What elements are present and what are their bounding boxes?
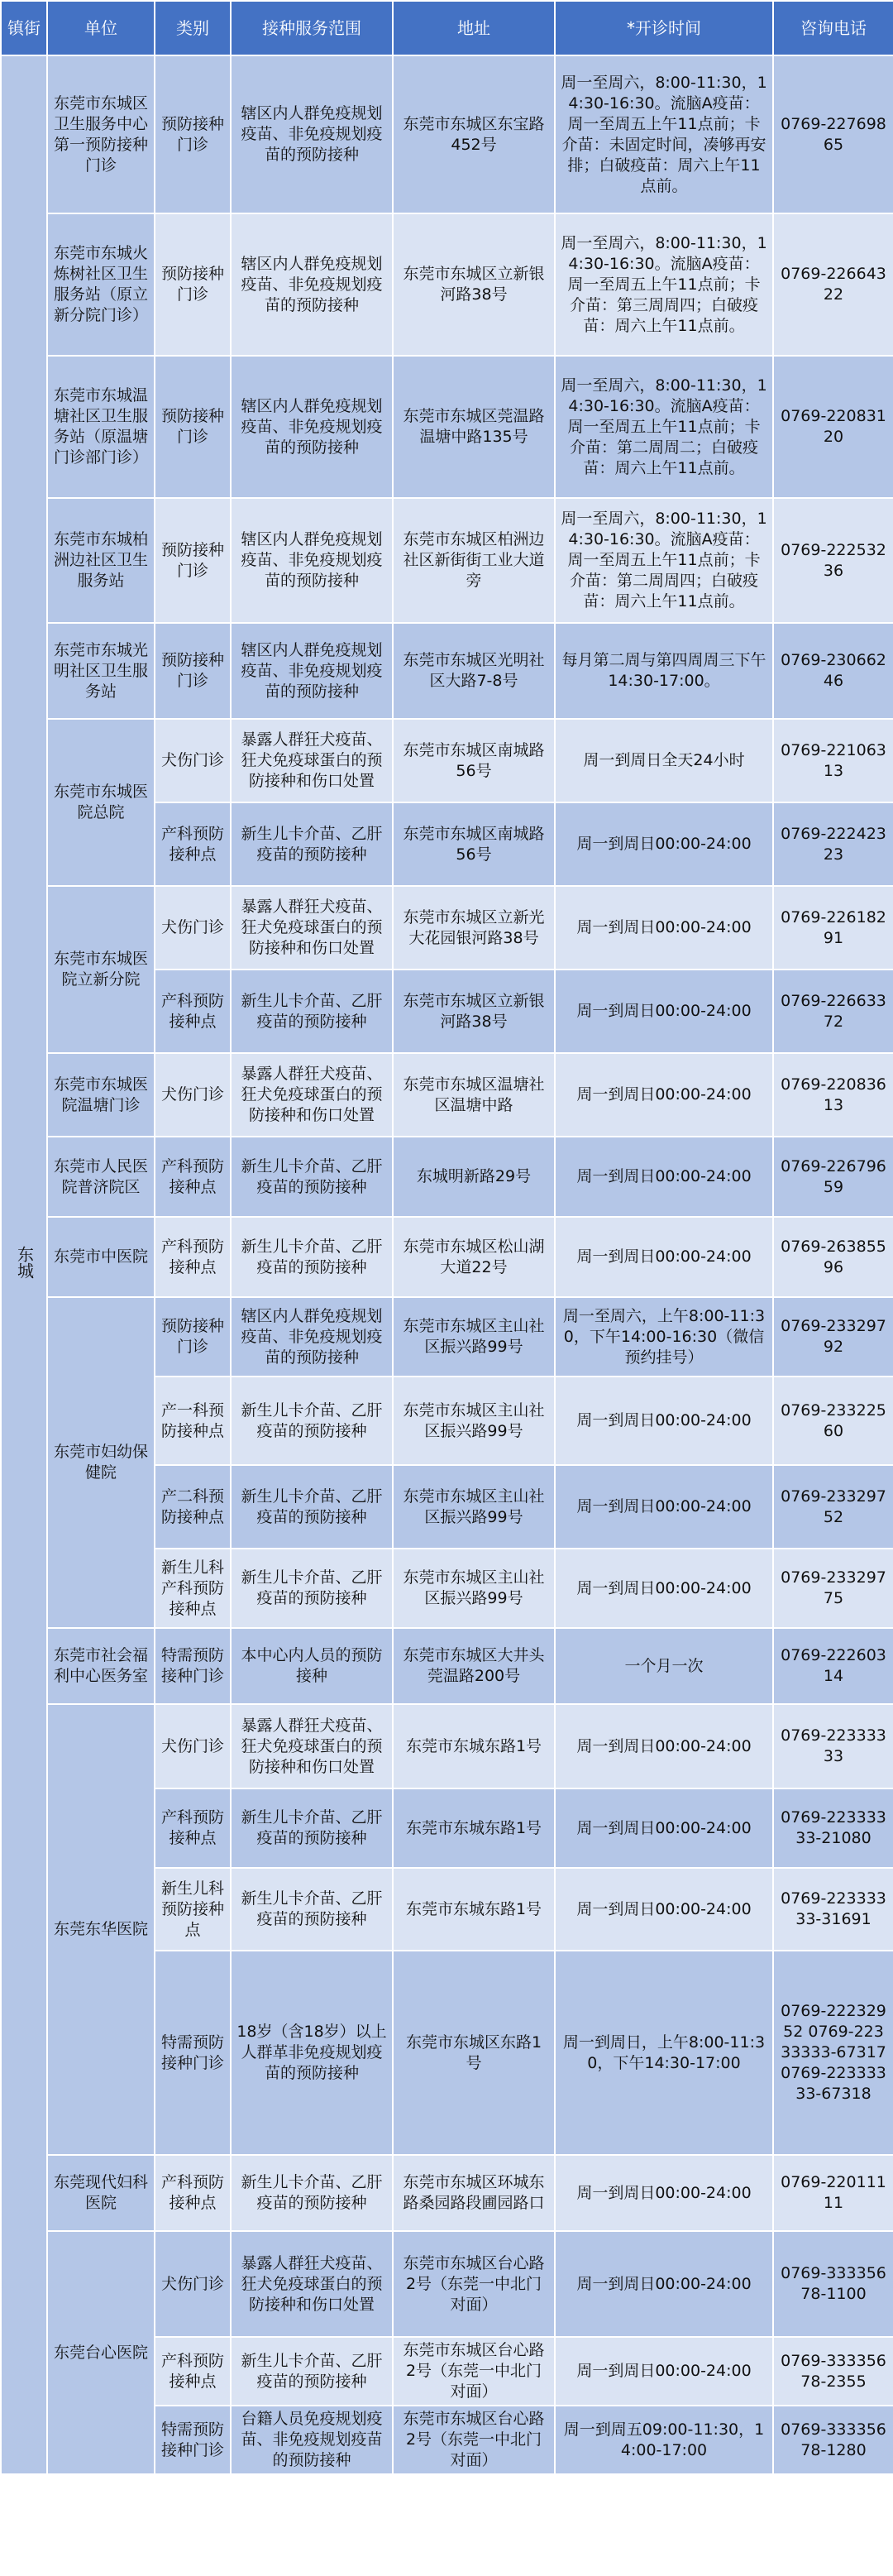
address-cell: 东莞市东城区环城东路桑园路段圃园路口 [393,2155,555,2231]
address-cell: 东莞市东城区主山社区振兴路99号 [393,1549,555,1628]
table-row [1,1053,893,1137]
unit-name-cell: 东莞市东城医院温塘门诊 [47,1053,155,1137]
address-cell: 东莞市东城区立新光大花园银河路38号 [393,886,555,970]
service-type-cell: 预防接种门诊 [155,213,231,356]
service-scope-cell: 辖区内人群免疫规划疫苗、非免疫规划疫苗的预防接种 [231,213,393,356]
phone-cell: 0769-22253236 [773,498,893,623]
phone-cell: 0769-22106313 [773,719,893,802]
hours-cell: 周一至周六，8:00-11:30，14:30-16:30。流脑A疫苗：周一至周五上午11点前；卡介苗：第二周周二；白破疫苗：周六上午11点前。 [555,356,773,498]
hours-cell: 周一至周六，8:00-11:30，14:30-16:30。流脑A疫苗：周一至周五上午11点前；卡介苗：第二周周四；白破疫苗：周六上午11点前。 [555,498,773,623]
address-cell: 东莞市东城区主山社区振兴路99号 [393,1377,555,1465]
col-header-scope: 接种服务范围 [231,1,393,55]
table-row [1,55,893,213]
phone-cell: 0769-33335678-1100 [773,2231,893,2337]
phone-cell: 0769-22333333 [773,1704,893,1788]
unit-name-cell: 东莞市东城火炼树社区卫生服务站（原立新分院门诊） [47,213,155,356]
hours-cell: 周一到周日00:00-24:00 [555,2155,773,2231]
phone-cell: 0769-22618291 [773,886,893,970]
address-cell: 东莞市东城区台心路2号（东莞一中北门对面） [393,2337,555,2406]
hours-cell: 周一到周日00:00-24:00 [555,1137,773,1217]
phone-cell: 0769-22083613 [773,1053,893,1137]
service-type-cell: 产科预防接种点 [155,970,231,1053]
service-type-cell: 新生儿科产科预防接种点 [155,1549,231,1628]
unit-name-cell: 东莞市中医院 [47,1217,155,1297]
service-scope-cell: 辖区内人群免疫规划疫苗、非免疫规划疫苗的预防接种 [231,1297,393,1377]
phone-cell: 0769-22260314 [773,1628,893,1704]
service-type-cell: 新生儿科预防接种点 [155,1868,231,1951]
address-cell: 东莞市东城东路1号 [393,1788,555,1868]
table-row [1,1628,893,1704]
service-type-cell: 犬伤门诊 [155,1704,231,1788]
service-type-cell: 预防接种门诊 [155,356,231,498]
service-type-cell: 产科预防接种点 [155,1788,231,1868]
service-type-cell: 产二科预防接种点 [155,1465,231,1549]
service-scope-cell: 新生儿卡介苗、乙肝疫苗的预防接种 [231,1137,393,1217]
phone-cell: 0769-22242323 [773,802,893,886]
service-scope-cell: 新生儿卡介苗、乙肝疫苗的预防接种 [231,1377,393,1465]
unit-name-cell: 东莞市东城柏洲边社区卫生服务站 [47,498,155,623]
service-type-cell: 产科预防接种点 [155,802,231,886]
table-row [1,719,893,802]
service-type-cell: 预防接种门诊 [155,1297,231,1377]
service-type-cell: 犬伤门诊 [155,1053,231,1137]
hours-cell: 周一到周日00:00-24:00 [555,2337,773,2406]
hours-cell: 周一至周六，8:00-11:30，14:30-16:30。流脑A疫苗：周一至周五上午11点前；卡介苗：第三周周四；白破疫苗：周六上午11点前。 [555,213,773,356]
service-type-cell: 预防接种门诊 [155,498,231,623]
service-type-cell: 特需预防接种门诊 [155,1951,231,2155]
table-row [1,498,893,623]
hours-cell: 周一至周六，上午8:00-11:30，下午14:00-16:30（微信预约挂号） [555,1297,773,1377]
unit-name-cell: 东莞市东城医院总院 [47,719,155,886]
table-row [1,2231,893,2337]
unit-name-cell: 东莞台心医院 [47,2231,155,2474]
address-cell: 东莞市东城区南城路56号 [393,802,555,886]
phone-cell: 0769-22664322 [773,213,893,356]
service-scope-cell: 新生儿卡介苗、乙肝疫苗的预防接种 [231,1549,393,1628]
hours-cell: 一个月一次 [555,1628,773,1704]
unit-name-cell: 东莞市东城区卫生服务中心第一预防接种门诊 [47,55,155,213]
address-cell: 东莞市东城东路1号 [393,1868,555,1951]
unit-name-cell: 东莞市东城光明社区卫生服务站 [47,623,155,719]
service-scope-cell: 暴露人群狂犬疫苗、狂犬免疫球蛋白的预防接种和伤口处置 [231,1053,393,1137]
hours-cell: 周一到周日00:00-24:00 [555,1704,773,1788]
phone-cell: 0769-22333333-31691 [773,1868,893,1951]
address-cell: 东莞市东城区柏洲边社区新街街工业大道旁 [393,498,555,623]
phone-cell: 0769-26385596 [773,1217,893,1297]
unit-name-cell: 东莞市妇幼保健院 [47,1297,155,1628]
service-scope-cell: 暴露人群狂犬疫苗、狂犬免疫球蛋白的预防接种和伤口处置 [231,1704,393,1788]
service-scope-cell: 新生儿卡介苗、乙肝疫苗的预防接种 [231,1217,393,1297]
hours-cell: 周一到周日00:00-24:00 [555,1788,773,1868]
col-header-type: 类别 [155,1,231,55]
table-row [1,1704,893,1788]
address-cell: 东莞市东城区光明社区大路7-8号 [393,623,555,719]
hours-cell: 周一到周日00:00-24:00 [555,1217,773,1297]
phone-cell: 0769-22769865 [773,55,893,213]
table-row [1,2155,893,2231]
service-type-cell: 预防接种门诊 [155,55,231,213]
phone-cell: 0769-22663372 [773,970,893,1053]
table-row [1,1217,893,1297]
service-type-cell: 预防接种门诊 [155,623,231,719]
service-scope-cell: 新生儿卡介苗、乙肝疫苗的预防接种 [231,1788,393,1868]
hours-cell: 每月第二周与第四周周三下午14:30-17:00。 [555,623,773,719]
service-scope-cell: 新生儿卡介苗、乙肝疫苗的预防接种 [231,1465,393,1549]
hours-cell: 周一到周日00:00-24:00 [555,1377,773,1465]
address-cell: 东莞市东城区南城路56号 [393,719,555,802]
hours-cell: 周一到周日全天24小时 [555,719,773,802]
col-header-unit: 单位 [47,1,155,55]
address-cell: 东莞市东城区台心路2号（东莞一中北门对面） [393,2231,555,2337]
service-scope-cell: 辖区内人群免疫规划疫苗、非免疫规划疫苗的预防接种 [231,55,393,213]
hours-cell: 周一到周日00:00-24:00 [555,1549,773,1628]
address-cell: 东莞市东城区东路1号 [393,1951,555,2155]
service-type-cell: 犬伤门诊 [155,719,231,802]
unit-name-cell: 东莞市社会福利中心医务室 [47,1628,155,1704]
address-cell: 东莞市东城区主山社区振兴路99号 [393,1297,555,1377]
service-scope-cell: 本中心内人员的预防接种 [231,1628,393,1704]
hours-cell: 周一到周日00:00-24:00 [555,1868,773,1951]
service-type-cell: 产科预防接种点 [155,1137,231,1217]
phone-cell: 0769-22333333-21080 [773,1788,893,1868]
hours-cell: 周一到周日00:00-24:00 [555,970,773,1053]
col-header-phone: 咨询电话 [773,1,893,55]
col-header-town: 镇街 [1,1,47,55]
hours-cell: 周一到周五09:00-11:30，14:00-17:00 [555,2406,773,2474]
service-scope-cell: 暴露人群狂犬疫苗、狂犬免疫球蛋白的预防接种和伤口处置 [231,886,393,970]
address-cell: 东莞市东城区大井头莞温路200号 [393,1628,555,1704]
service-type-cell: 产科预防接种点 [155,1217,231,1297]
address-cell: 东莞市东城区台心路2号（东莞一中北门对面） [393,2406,555,2474]
phone-cell: 0769-22083120 [773,356,893,498]
service-type-cell: 特需预防接种门诊 [155,2406,231,2474]
address-cell: 东莞市东城区温塘社区温塘中路 [393,1053,555,1137]
service-scope-cell: 新生儿卡介苗、乙肝疫苗的预防接种 [231,1868,393,1951]
unit-name-cell: 东莞东华医院 [47,1704,155,2155]
service-type-cell: 犬伤门诊 [155,2231,231,2337]
phone-cell: 0769-23329792 [773,1297,893,1377]
table-row [1,213,893,356]
hours-cell: 周一到周日00:00-24:00 [555,1053,773,1137]
town-cell [1,55,47,2474]
col-header-address: 地址 [393,1,555,55]
phone-cell: 0769-22679659 [773,1137,893,1217]
phone-cell: 0769-22232952 0769-22333333-67317 0769-22333333-67318 [773,1951,893,2155]
address-cell: 东莞市东城区莞温路温塘中路135号 [393,356,555,498]
hours-cell: 周一到周日，上午8:00-11:30，下午14:30-17:00 [555,1951,773,2155]
header-row [1,1,893,55]
unit-name-cell: 东莞市东城温塘社区卫生服务站（原温塘门诊部门诊） [47,356,155,498]
service-type-cell: 犬伤门诊 [155,886,231,970]
hours-cell: 周一至周六，8:00-11:30，14:30-16:30。流脑A疫苗：周一至周五上午11点前；卡介苗：未固定时间，凑够再安排；白破疫苗：周六上午11点前。 [555,55,773,213]
service-scope-cell: 暴露人群狂犬疫苗、狂犬免疫球蛋白的预防接种和伤口处置 [231,719,393,802]
service-type-cell: 产一科预防接种点 [155,1377,231,1465]
address-cell: 东城明新路29号 [393,1137,555,1217]
phone-cell: 0769-33335678-2355 [773,2337,893,2406]
service-scope-cell: 新生儿卡介苗、乙肝疫苗的预防接种 [231,802,393,886]
service-scope-cell: 新生儿卡介苗、乙肝疫苗的预防接种 [231,2337,393,2406]
address-cell: 东莞市东城东路1号 [393,1704,555,1788]
unit-name-cell: 东莞现代妇科医院 [47,2155,155,2231]
table-row [1,356,893,498]
service-type-cell: 产科预防接种点 [155,2155,231,2231]
table-row [1,623,893,719]
hours-cell: 周一到周日00:00-24:00 [555,886,773,970]
address-cell: 东莞市东城区东宝路452号 [393,55,555,213]
phone-cell: 0769-23329752 [773,1465,893,1549]
unit-name-cell: 东莞市东城医院立新分院 [47,886,155,1053]
phone-cell: 0769-23066246 [773,623,893,719]
hours-cell: 周一到周日00:00-24:00 [555,2231,773,2337]
service-scope-cell: 辖区内人群免疫规划疫苗、非免疫规划疫苗的预防接种 [231,356,393,498]
table-row [1,1137,893,1217]
hours-cell: 周一到周日00:00-24:00 [555,802,773,886]
service-scope-cell: 辖区内人群免疫规划疫苗、非免疫规划疫苗的预防接种 [231,498,393,623]
unit-name-cell: 东莞市人民医院普济院区 [47,1137,155,1217]
hours-cell: 周一到周日00:00-24:00 [555,1465,773,1549]
col-header-hours: *开诊时间 [555,1,773,55]
service-scope-cell: 暴露人群狂犬疫苗、狂犬免疫球蛋白的预防接种和伤口处置 [231,2231,393,2337]
address-cell: 东莞市东城区立新银河路38号 [393,213,555,356]
service-scope-cell: 18岁（含18岁）以上人群革非免疫规划疫苗的预防接种 [231,1951,393,2155]
service-scope-cell: 新生儿卡介苗、乙肝疫苗的预防接种 [231,2155,393,2231]
address-cell: 东莞市东城区立新银河路38号 [393,970,555,1053]
address-cell: 东莞市东城区主山社区振兴路99号 [393,1465,555,1549]
phone-cell: 0769-22011111 [773,2155,893,2231]
service-scope-cell: 台籍人员免疫规划疫苗、非免疫规划疫苗的预防接种 [231,2406,393,2474]
service-scope-cell: 辖区内人群免疫规划疫苗、非免疫规划疫苗的预防接种 [231,623,393,719]
table-row [1,886,893,970]
service-type-cell: 特需预防接种门诊 [155,1628,231,1704]
phone-cell: 0769-23322560 [773,1377,893,1465]
phone-cell: 0769-23329775 [773,1549,893,1628]
service-type-cell: 产科预防接种点 [155,2337,231,2406]
address-cell: 东莞市东城区松山湖大道22号 [393,1217,555,1297]
phone-cell: 0769-33335678-1280 [773,2406,893,2474]
town-label: 东城 [14,1246,35,1279]
service-scope-cell: 新生儿卡介苗、乙肝疫苗的预防接种 [231,970,393,1053]
table-row [1,1297,893,1377]
